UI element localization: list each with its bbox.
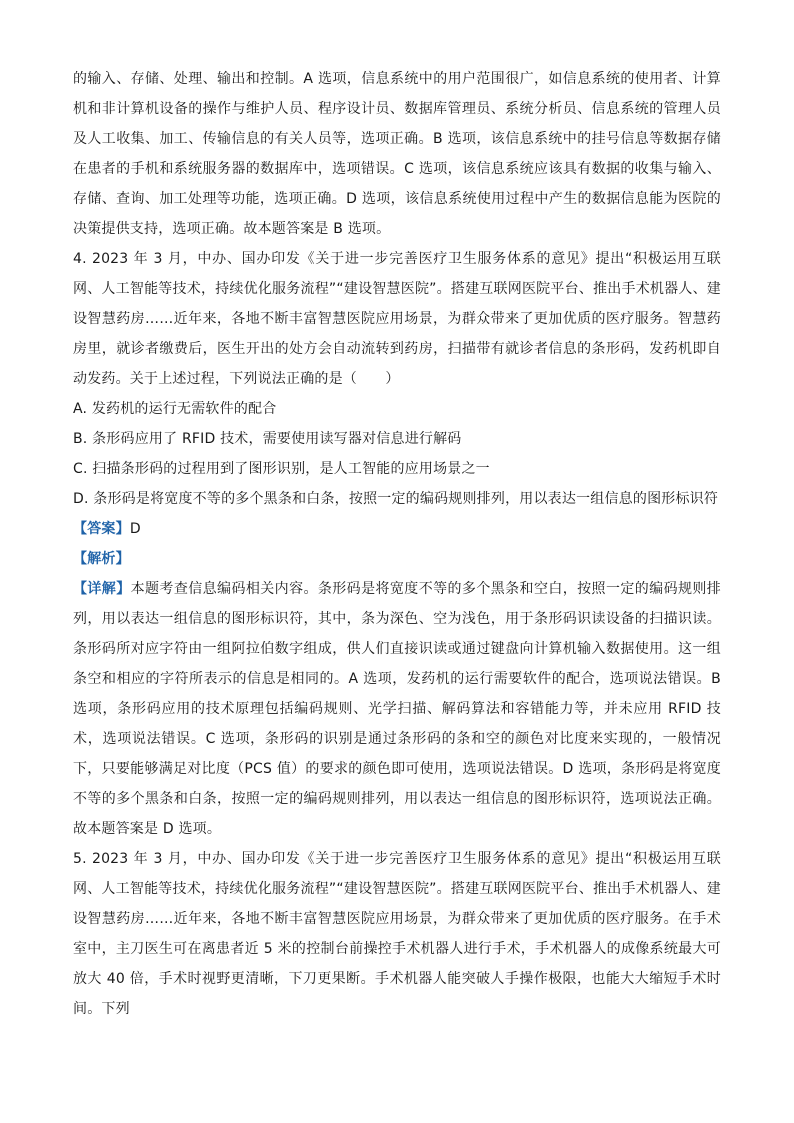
analysis-label: 【解析】 (73, 551, 130, 567)
detail-label: 【详解】 (73, 581, 131, 597)
answer-value: D (129, 521, 141, 537)
intro-paragraph: 的输入、存储、处理、输出和控制。A 选项，信息系统中的用户范围很广，如信息系统的使用者、计算机和非计算机设备的操作与维护人员、程序设计员、数据库管理员、系统分析员、信息系统的管理人员及人工收集、加工、传输信息的有关人员等，选项正确。B 选项，该信息系统中的挂号信息等数据存储在患者的手机和系统服务器的数据库中，选项错误。C 选项，该信息系统应该具有数据的收集与输入、存储、查询、加工处理等功能，选项正确。D 选项，该信息系统使用过程中产生的数据信息能为医院的决策提供支持，选项正确。故本题答案是 B 选项。 (73, 71, 721, 237)
question-4-option-d: D. 条形码是将宽度不等的多个黑条和白条，按照一定的编码规则排列，用以表达一组信息的图形标识符 (73, 491, 719, 507)
question-4-option-a: A. 发药机的运行无需软件的配合 (73, 401, 277, 417)
detail-text: 本题考查信息编码相关内容。条形码是将宽度不等的多个黑条和空白，按照一定的编码规则排列，用以表达一组信息的图形标识符，其中，条为深色、空为浅色，用于条形码识读设备的扫描识读。条形码所对应字符由一组阿拉伯数字组成，供人们直接识读或通过键盘向计算机输入数据使用。这一组条空和相应的字符所表示的信息是相同的。A 选项，发药机的运行需要软件的配合，选项说法错误。B 选项，条形码应用的技术原理包括编码规则、光学扫描、解码算法和容错能力等，并未应用 RFID 技术，选项说法错误。C 选项，条形码的识别是通过条形码的条和空的颜色对比度来实现的，一般情况下，只要能够满足对比度（PCS 值）的要求的颜色即可使用，选项说法错误。D 选项，条形码是将宽度不等的多个黑条和白条，按照一定的编码规则排列，用以表达一组信息的图形标识符，选项说法正确。故本题答案是 D 选项。 (73, 581, 721, 837)
analysis-line (73, 544, 721, 574)
detail-paragraph (73, 574, 721, 844)
question-5-stem: 5. 2023 年 3 月，中办、国办印发《关于进一步完善医疗卫生服务体系的意见》提出“积极运用互联网、人工智能等技术，持续优化服务流程”“建设智慧医院”。搭建互联网医院平台、推出手术机器人、建设智慧药房……近年来，各地不断丰富智慧医院应用场景，为群众带来了更加优质的医疗服务。在手术室中，主刀医生可在离患者近 5 米的控制台前操控手术机器人进行手术，手术机器人的成像系统最大可放大 40 倍，手术时视野更清晰，下刀更果断。手术机器人能突破人手操作极限，也能大大缩短手术时间。下列 (73, 851, 721, 1017)
answer-label: 【答案】 (73, 521, 130, 537)
question-4-option-b: B. 条形码应用了 RFID 技术，需要使用读写器对信息进行解码 (73, 431, 462, 447)
answer-line (73, 514, 721, 544)
question-4-option-c: C. 扫描条形码的过程用到了图形识别，是人工智能的应用场景之一 (73, 461, 490, 477)
question-4-stem: 4. 2023 年 3 月，中办、国办印发《关于进一步完善医疗卫生服务体系的意见》提出“积极运用互联网、人工智能等技术，持续优化服务流程”“建设智慧医院”。搭建互联网医院平台、推出手术机器人、建设智慧药房……近年来，各地不断丰富智慧医院应用场景，为群众带来了更加优质的医疗服务。智慧药房里，就诊者缴费后，医生开出的处方会自动流转到药房，扫描带有就诊者信息的条形码，发药机即自动发药。关于上述过程，下列说法正确的是（ ） (73, 251, 721, 387)
document-page (73, 64, 721, 1024)
